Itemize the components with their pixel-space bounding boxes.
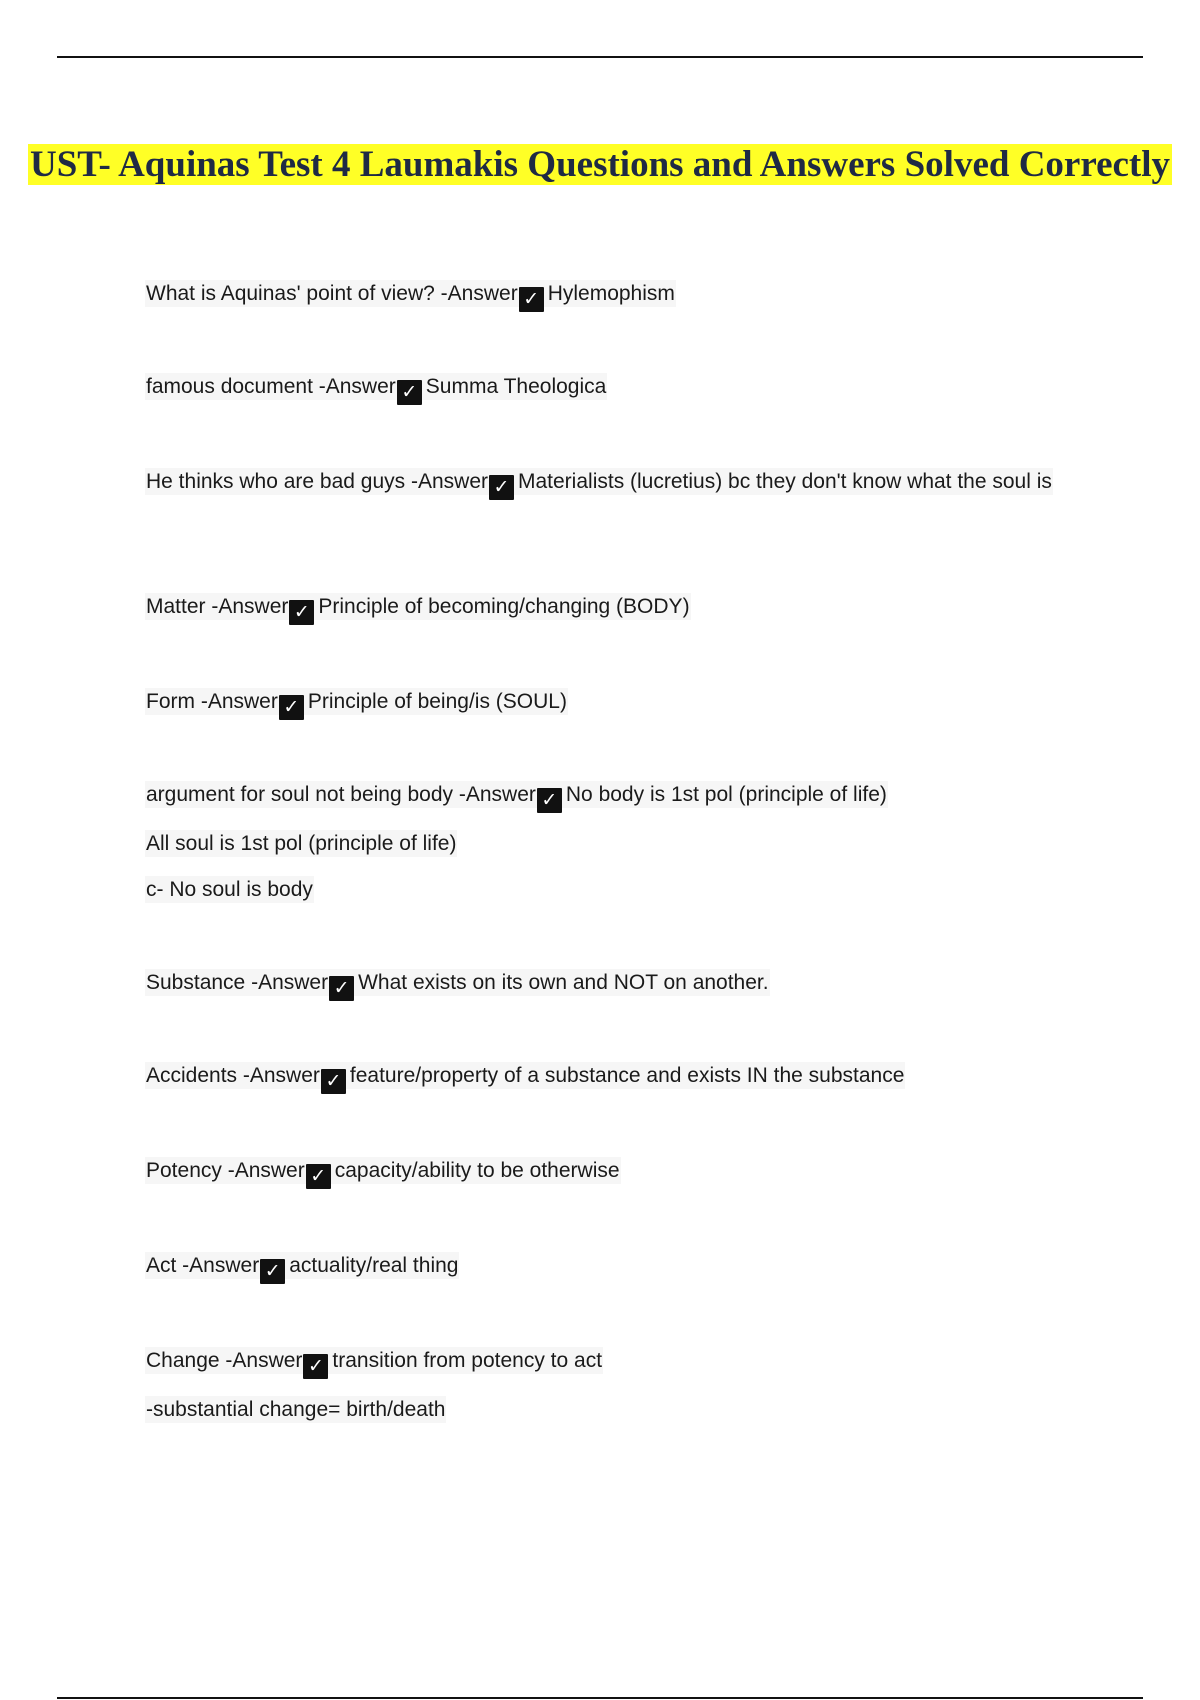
checkmark-icon: ✓	[397, 380, 422, 405]
bottom-divider	[57, 1697, 1143, 1699]
question-text: He thinks who are bad guys -Answer	[146, 470, 488, 493]
checkmark-icon: ✓	[329, 976, 354, 1001]
answer-text: Hylemophism	[547, 282, 675, 305]
question-text: Matter -Answer	[146, 595, 289, 618]
qa-line	[145, 969, 770, 999]
qa-entry	[145, 279, 1055, 312]
document-title: UST- Aquinas Test 4 Laumakis Questions and Answers Solved Correctly	[29, 144, 1171, 185]
answer-text: Materialists (lucretius) bc they don't know what the soul is	[518, 470, 1052, 493]
checkmark-icon: ✓	[489, 475, 514, 500]
answer-extra-line: c- No soul is body	[146, 878, 313, 901]
answer-text: feature/property of a substance and exists IN the substance	[349, 1064, 905, 1087]
qa-line	[145, 1252, 459, 1282]
question-text: Act -Answer	[146, 1254, 260, 1277]
answer-text: What exists on its own and NOT on another.	[358, 971, 769, 994]
checkmark-icon: ✓	[289, 600, 314, 625]
qa-line	[145, 688, 568, 718]
qa-entry	[145, 968, 1055, 1001]
qa-line	[145, 1347, 603, 1377]
answer-continuation	[145, 1395, 1055, 1425]
qa-entry	[145, 1251, 1055, 1284]
qa-entry	[145, 372, 1055, 405]
top-divider	[57, 56, 1143, 58]
qa-line	[145, 280, 676, 310]
question-text: Form -Answer	[146, 690, 278, 713]
answer-text: Principle of being/is (SOUL)	[307, 690, 567, 713]
question-text: Potency -Answer	[146, 1159, 305, 1182]
qa-line	[145, 1062, 905, 1092]
answer-text: actuality/real thing	[289, 1254, 459, 1277]
answer-text: transition from potency to act	[332, 1349, 603, 1372]
checkmark-icon: ✓	[537, 788, 562, 813]
checkmark-icon: ✓	[519, 287, 544, 312]
qa-entry	[145, 592, 1055, 625]
question-text: Accidents -Answer	[146, 1064, 320, 1087]
answer-text: Principle of becoming/changing (BODY)	[318, 595, 690, 618]
checkmark-icon: ✓	[279, 695, 304, 720]
answer-extra-line: -substantial change= birth/death	[146, 1398, 446, 1421]
qa-entry	[145, 1061, 1055, 1094]
question-text: famous document -Answer	[146, 375, 396, 398]
qa-entry	[145, 687, 1055, 720]
answer-text: capacity/ability to be otherwise	[334, 1159, 620, 1182]
answer-text: Summa Theologica	[425, 375, 607, 398]
qa-entry	[145, 780, 1055, 905]
qa-entry	[145, 1346, 1055, 1425]
qa-line	[145, 373, 607, 403]
qa-line	[145, 468, 1053, 498]
qa-entry	[145, 467, 1055, 500]
question-text: argument for soul not being body -Answer	[146, 783, 536, 806]
checkmark-icon: ✓	[303, 1354, 328, 1379]
question-text: What is Aquinas' point of view? -Answer	[146, 282, 518, 305]
qa-line	[145, 593, 691, 623]
question-text: Change -Answer	[146, 1349, 303, 1372]
qa-line	[145, 781, 888, 811]
checkmark-icon: ✓	[321, 1069, 346, 1094]
qa-line	[145, 1157, 621, 1187]
answer-continuation	[145, 875, 1055, 905]
answer-extra-line: All soul is 1st pol (principle of life)	[146, 832, 457, 855]
question-text: Substance -Answer	[146, 971, 329, 994]
answer-text: No body is 1st pol (principle of life)	[565, 783, 887, 806]
qa-entry	[145, 1156, 1055, 1189]
title-block	[0, 143, 1200, 186]
answer-continuation	[145, 829, 1055, 859]
checkmark-icon: ✓	[260, 1259, 285, 1284]
checkmark-icon: ✓	[306, 1164, 331, 1189]
